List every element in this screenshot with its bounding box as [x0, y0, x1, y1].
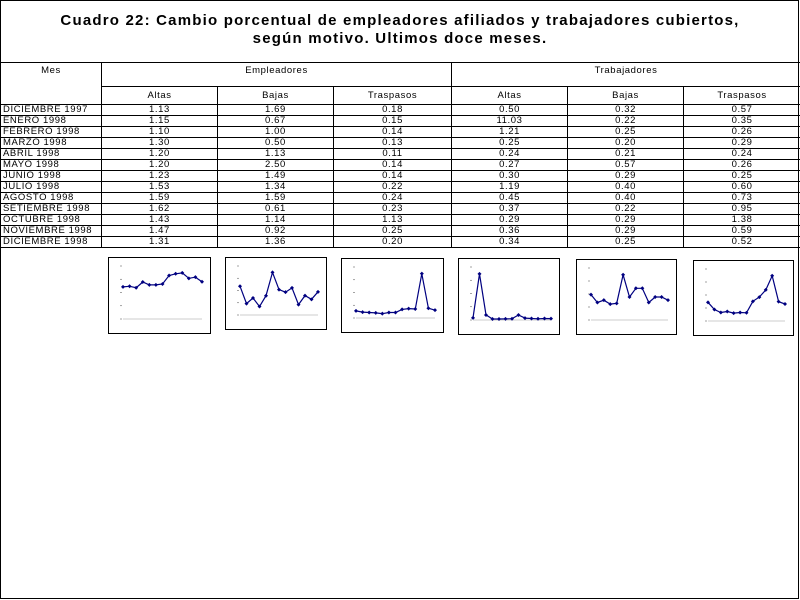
cell-bajas-empleadores: 1.36: [218, 237, 334, 248]
sparkline-point: [719, 310, 723, 314]
cell-mes: FEBRERO 1998: [1, 127, 102, 138]
cell-traspasos-trabajadores: 0.73: [684, 193, 800, 204]
title-line-2: según motivo. Ultimos doce meses.: [252, 30, 548, 47]
cell-mes: DICIEMBRE 1998: [1, 237, 102, 248]
sparkline-point: [426, 306, 430, 310]
sparkline-point: [271, 270, 275, 274]
sparkline-point: [174, 272, 178, 276]
table-row: [1, 193, 800, 204]
sparkline-point: [238, 284, 242, 288]
table-row: [1, 237, 800, 248]
table-row: [1, 127, 800, 138]
cell-traspasos-trabajadores: 0.57: [684, 105, 800, 116]
cell-traspasos-trabajadores: 0.29: [684, 138, 800, 149]
sparkline-point: [407, 307, 411, 311]
cell-altas-trabajadores: 0.37: [452, 204, 568, 215]
cell-altas-empleadores: 1.53: [102, 182, 218, 193]
sparkline-bajas-trabajadores: [576, 259, 677, 335]
cell-altas-trabajadores: 11.03: [452, 116, 568, 127]
cell-traspasos-empleadores: 0.20: [334, 237, 452, 248]
sparkline-point: [504, 317, 508, 321]
sparkline-point: [471, 316, 475, 320]
sparkline-point: [394, 311, 398, 315]
cell-bajas-empleadores: 2.50: [218, 160, 334, 171]
header-empleadores: Empleadores: [102, 63, 452, 87]
cell-bajas-trabajadores: 0.40: [568, 182, 684, 193]
cell-altas-trabajadores: 0.24: [452, 149, 568, 160]
cell-mes: ENERO 1998: [1, 116, 102, 127]
cell-altas-empleadores: 1.20: [102, 149, 218, 160]
table-row: [1, 160, 800, 171]
cell-traspasos-empleadores: 0.24: [334, 193, 452, 204]
cell-traspasos-empleadores: 0.15: [334, 116, 452, 127]
table-row: [1, 204, 800, 215]
sparkline-series-line: [708, 276, 785, 313]
header-row-subcolumns: [1, 87, 800, 105]
sparkline-point: [777, 300, 781, 304]
sparkline-point: [387, 311, 391, 315]
cell-bajas-empleadores: 0.67: [218, 116, 334, 127]
header-row-groups: [1, 63, 800, 87]
cell-altas-empleadores: 1.31: [102, 237, 218, 248]
subheader-traspasos-empleadores: Traspasos: [334, 87, 452, 105]
cell-bajas-trabajadores: 0.22: [568, 204, 684, 215]
cell-bajas-empleadores: 1.14: [218, 215, 334, 226]
sparkline-series-line: [473, 274, 551, 319]
sparkline-point: [478, 272, 482, 276]
cell-altas-empleadores: 1.23: [102, 171, 218, 182]
subheader-altas-trabajadores: Altas: [452, 87, 568, 105]
table-row: [1, 149, 800, 160]
sparkline-altas-empleadores: [108, 257, 211, 334]
cell-bajas-empleadores: 0.50: [218, 138, 334, 149]
cell-traspasos-trabajadores: 0.35: [684, 116, 800, 127]
data-table: [0, 62, 800, 248]
cell-traspasos-empleadores: 0.25: [334, 226, 452, 237]
cell-altas-empleadores: 1.15: [102, 116, 218, 127]
subheader-altas-empleadores: Altas: [102, 87, 218, 105]
page-title: [0, 12, 800, 48]
sparkline-point: [354, 309, 358, 313]
cell-traspasos-empleadores: 0.14: [334, 160, 452, 171]
cell-altas-trabajadores: 0.45: [452, 193, 568, 204]
cell-traspasos-trabajadores: 0.52: [684, 237, 800, 248]
table-row: [1, 215, 800, 226]
cell-traspasos-empleadores: 0.13: [334, 138, 452, 149]
table-row: [1, 226, 800, 237]
table-row: [1, 105, 800, 116]
cell-altas-empleadores: 1.62: [102, 204, 218, 215]
cell-bajas-trabajadores: 0.32: [568, 105, 684, 116]
cell-traspasos-trabajadores: 1.38: [684, 215, 800, 226]
sparkline-point: [732, 311, 736, 315]
subheader-bajas-empleadores: Bajas: [218, 87, 334, 105]
cell-altas-empleadores: 1.20: [102, 160, 218, 171]
cell-altas-trabajadores: 0.30: [452, 171, 568, 182]
cell-traspasos-trabajadores: 0.24: [684, 149, 800, 160]
sparkline-point: [400, 307, 404, 311]
cell-mes: JULIO 1998: [1, 182, 102, 193]
cell-altas-trabajadores: 1.19: [452, 182, 568, 193]
sparkline-point: [374, 311, 378, 315]
cell-bajas-trabajadores: 0.40: [568, 193, 684, 204]
cell-altas-empleadores: 1.10: [102, 127, 218, 138]
cell-traspasos-trabajadores: 0.26: [684, 127, 800, 138]
cell-bajas-trabajadores: 0.57: [568, 160, 684, 171]
subheader-traspasos-trabajadores: Traspasos: [684, 87, 800, 105]
cell-bajas-trabajadores: 0.25: [568, 127, 684, 138]
cell-bajas-trabajadores: 0.21: [568, 149, 684, 160]
cell-traspasos-trabajadores: 0.95: [684, 204, 800, 215]
cell-traspasos-trabajadores: 0.26: [684, 160, 800, 171]
cell-altas-empleadores: 1.30: [102, 138, 218, 149]
sparkline-point: [361, 310, 365, 314]
cell-mes: ABRIL 1998: [1, 149, 102, 160]
cell-bajas-empleadores: 1.59: [218, 193, 334, 204]
sparkline-point: [738, 310, 742, 314]
cell-altas-trabajadores: 0.25: [452, 138, 568, 149]
cell-traspasos-trabajadores: 0.60: [684, 182, 800, 193]
cell-bajas-empleadores: 1.49: [218, 171, 334, 182]
cell-mes: SETIEMBRE 1998: [1, 204, 102, 215]
table-row: [1, 138, 800, 149]
sparkline-point: [666, 298, 670, 302]
cell-altas-empleadores: 1.59: [102, 193, 218, 204]
table-row: [1, 116, 800, 127]
cell-altas-empleadores: 1.13: [102, 105, 218, 116]
cell-mes: MARZO 1998: [1, 138, 102, 149]
cell-altas-trabajadores: 0.27: [452, 160, 568, 171]
cell-mes: OCTUBRE 1998: [1, 215, 102, 226]
header-trabajadores: Trabajadores: [452, 63, 800, 87]
sparkline-point: [640, 286, 644, 290]
sparkline-point: [770, 274, 774, 278]
cell-altas-trabajadores: 0.36: [452, 226, 568, 237]
sparkline-point: [420, 272, 424, 276]
cell-altas-empleadores: 1.43: [102, 215, 218, 226]
cell-mes: AGOSTO 1998: [1, 193, 102, 204]
cell-traspasos-trabajadores: 0.59: [684, 226, 800, 237]
cell-traspasos-empleadores: 0.23: [334, 204, 452, 215]
sparkline-point: [147, 283, 151, 287]
sparkline-point: [725, 309, 729, 313]
sparkline-point: [660, 295, 664, 299]
subheader-bajas-trabajadores: Bajas: [568, 87, 684, 105]
table-row: [1, 171, 800, 182]
sparkline-point: [277, 288, 281, 292]
cell-traspasos-empleadores: 0.22: [334, 182, 452, 193]
sparkline-altas-trabajadores: [458, 258, 560, 335]
cell-bajas-trabajadores: 0.20: [568, 138, 684, 149]
cell-traspasos-empleadores: 0.11: [334, 149, 452, 160]
cell-traspasos-empleadores: 0.14: [334, 171, 452, 182]
sparkline-point: [497, 317, 501, 321]
cell-mes: MAYO 1998: [1, 160, 102, 171]
cell-bajas-empleadores: 1.69: [218, 105, 334, 116]
table-row: [1, 182, 800, 193]
title-line-1: Cuadro 22: Cambio porcentual de empleadores afiliados y trabajadores cubiertos,: [60, 12, 740, 29]
cell-traspasos-empleadores: 0.14: [334, 127, 452, 138]
cell-altas-trabajadores: 0.50: [452, 105, 568, 116]
cell-bajas-empleadores: 1.34: [218, 182, 334, 193]
sparkline-point: [783, 302, 787, 306]
header-mes: Mes: [1, 63, 102, 105]
cell-bajas-trabajadores: 0.29: [568, 215, 684, 226]
sparkline-point: [367, 311, 371, 315]
cell-altas-trabajadores: 0.29: [452, 215, 568, 226]
cell-traspasos-empleadores: 1.13: [334, 215, 452, 226]
sparkline-point: [621, 273, 625, 277]
sparkline-point: [523, 316, 527, 320]
cell-bajas-empleadores: 0.61: [218, 204, 334, 215]
sparkline-point: [154, 283, 158, 287]
cell-bajas-trabajadores: 0.25: [568, 237, 684, 248]
cell-traspasos-trabajadores: 0.25: [684, 171, 800, 182]
data-table-container: [0, 62, 800, 250]
sparkline-point: [413, 307, 417, 311]
cell-bajas-empleadores: 1.00: [218, 127, 334, 138]
cell-altas-trabajadores: 1.21: [452, 127, 568, 138]
cell-altas-trabajadores: 0.34: [452, 237, 568, 248]
cell-bajas-trabajadores: 0.29: [568, 226, 684, 237]
cell-altas-empleadores: 1.47: [102, 226, 218, 237]
sparkline-series-line: [356, 274, 435, 314]
sparkline-traspasos-trabajadores: [693, 260, 794, 336]
sparkline-point: [121, 285, 125, 289]
cell-bajas-trabajadores: 0.29: [568, 171, 684, 182]
sparkline-point: [128, 284, 132, 288]
cell-mes: NOVIEMBRE 1998: [1, 226, 102, 237]
cell-mes: JUNIO 1998: [1, 171, 102, 182]
cell-bajas-trabajadores: 0.22: [568, 116, 684, 127]
sparkline-point: [380, 312, 384, 316]
cell-mes: DICIEMBRE 1997: [1, 105, 102, 116]
sparkline-point: [433, 308, 437, 312]
sparkline-bajas-empleadores: [225, 257, 327, 330]
cell-bajas-empleadores: 0.92: [218, 226, 334, 237]
cell-bajas-empleadores: 1.13: [218, 149, 334, 160]
cell-traspasos-empleadores: 0.18: [334, 105, 452, 116]
sparkline-point: [615, 301, 619, 305]
sparkline-traspasos-empleadores: [341, 258, 444, 333]
